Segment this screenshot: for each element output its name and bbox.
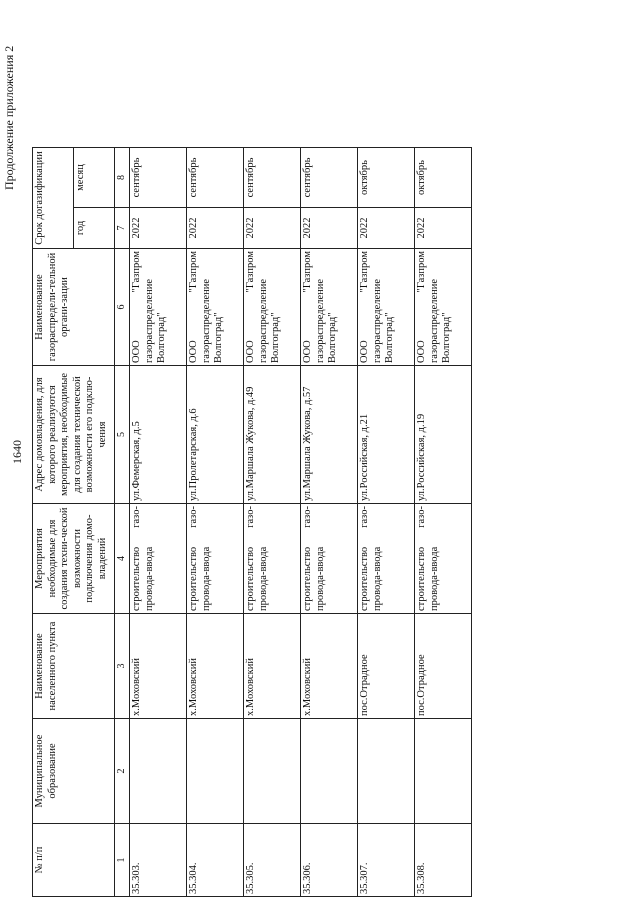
row-address: ул.Маршала Жукова, д.49 <box>244 366 301 504</box>
row-settlement: х.Моховский <box>301 614 358 719</box>
row-address: ул.Маршала Жукова, д.57 <box>301 366 358 504</box>
header-deadline: Срок догазификации <box>33 148 74 249</box>
gasification-table <box>32 147 472 897</box>
row-municipality <box>187 719 244 824</box>
row-measures: строительство газо-провода-ввода <box>187 504 244 614</box>
header-measures: Мероприятия необходимые для создания техни-ческой возможности подключения домо-владений <box>33 504 115 614</box>
column-number: 2 <box>115 719 130 824</box>
row-measures: строительство газо-провода-ввода <box>358 504 415 614</box>
row-settlement: пос.Отрадное <box>358 614 415 719</box>
header-address: Адрес домовладения, для которого реализуются мероприятия, необходимые для создания технической возможности его подклю-чения <box>33 366 115 504</box>
row-year: 2022 <box>358 208 415 249</box>
row-year: 2022 <box>130 208 187 249</box>
row-org: ООО "Газпром газораспределение Волгоград" <box>244 249 301 366</box>
row-org: ООО "Газпром газораспределение Волгоград" <box>415 249 472 366</box>
row-month: октябрь <box>415 148 472 208</box>
row-month: октябрь <box>358 148 415 208</box>
row-municipality <box>301 719 358 824</box>
row-settlement: х.Моховский <box>244 614 301 719</box>
column-number: 6 <box>115 249 130 366</box>
row-municipality <box>415 719 472 824</box>
row-municipality <box>130 719 187 824</box>
header-settlement: Наименование населенного пункта <box>33 614 115 719</box>
column-number: 8 <box>115 148 130 208</box>
row-org: ООО "Газпром газораспределение Волгоград" <box>301 249 358 366</box>
row-address: ул.Фемерская, д.5 <box>130 366 187 504</box>
row-address: ул.Российская, д.19 <box>415 366 472 504</box>
row-settlement: пос.Отрадное <box>415 614 472 719</box>
row-year: 2022 <box>187 208 244 249</box>
column-number-row <box>115 148 130 897</box>
row-measures: строительство газо-провода-ввода <box>301 504 358 614</box>
row-num: 35.303. <box>130 824 187 897</box>
row-year: 2022 <box>301 208 358 249</box>
continuation-label: Продолжение приложения 2 <box>2 45 16 190</box>
page-number: 1640 <box>10 440 24 464</box>
row-measures: строительство газо-провода-ввода <box>130 504 187 614</box>
row-num: 35.308. <box>415 824 472 897</box>
row-org: ООО "Газпром газораспределение Волгоград" <box>130 249 187 366</box>
table-row <box>187 148 244 897</box>
row-num: 35.305. <box>244 824 301 897</box>
row-measures: строительство газо-провода-ввода <box>244 504 301 614</box>
row-address: ул.Российская, д.21 <box>358 366 415 504</box>
header-year: год <box>74 208 115 249</box>
table-row <box>415 148 472 897</box>
row-month: сентябрь <box>130 148 187 208</box>
header-municipality: Муниципальное образование <box>33 719 115 824</box>
row-measures: строительство газо-провода-ввода <box>415 504 472 614</box>
table-row <box>301 148 358 897</box>
table-row <box>130 148 187 897</box>
row-municipality <box>358 719 415 824</box>
header-num: № п/п <box>33 824 115 897</box>
table-row <box>358 148 415 897</box>
row-month: сентябрь <box>187 148 244 208</box>
row-num: 35.304. <box>187 824 244 897</box>
header-month: месяц <box>74 148 115 208</box>
row-year: 2022 <box>244 208 301 249</box>
column-number: 4 <box>115 504 130 614</box>
row-municipality <box>244 719 301 824</box>
row-org: ООО "Газпром газораспределение Волгоград" <box>187 249 244 366</box>
row-num: 35.306. <box>301 824 358 897</box>
row-settlement: х.Моховский <box>130 614 187 719</box>
row-year: 2022 <box>415 208 472 249</box>
row-month: сентябрь <box>244 148 301 208</box>
column-number: 3 <box>115 614 130 719</box>
column-number: 5 <box>115 366 130 504</box>
header-org: Наименование газораспредели-тельной органи-зации <box>33 249 115 366</box>
column-number: 7 <box>115 208 130 249</box>
row-org: ООО "Газпром газораспределение Волгоград" <box>358 249 415 366</box>
row-address: ул.Пролетарская, д.6 <box>187 366 244 504</box>
row-num: 35.307. <box>358 824 415 897</box>
table-row <box>244 148 301 897</box>
column-number: 1 <box>115 824 130 897</box>
row-settlement: х.Моховский <box>187 614 244 719</box>
row-month: сентябрь <box>301 148 358 208</box>
